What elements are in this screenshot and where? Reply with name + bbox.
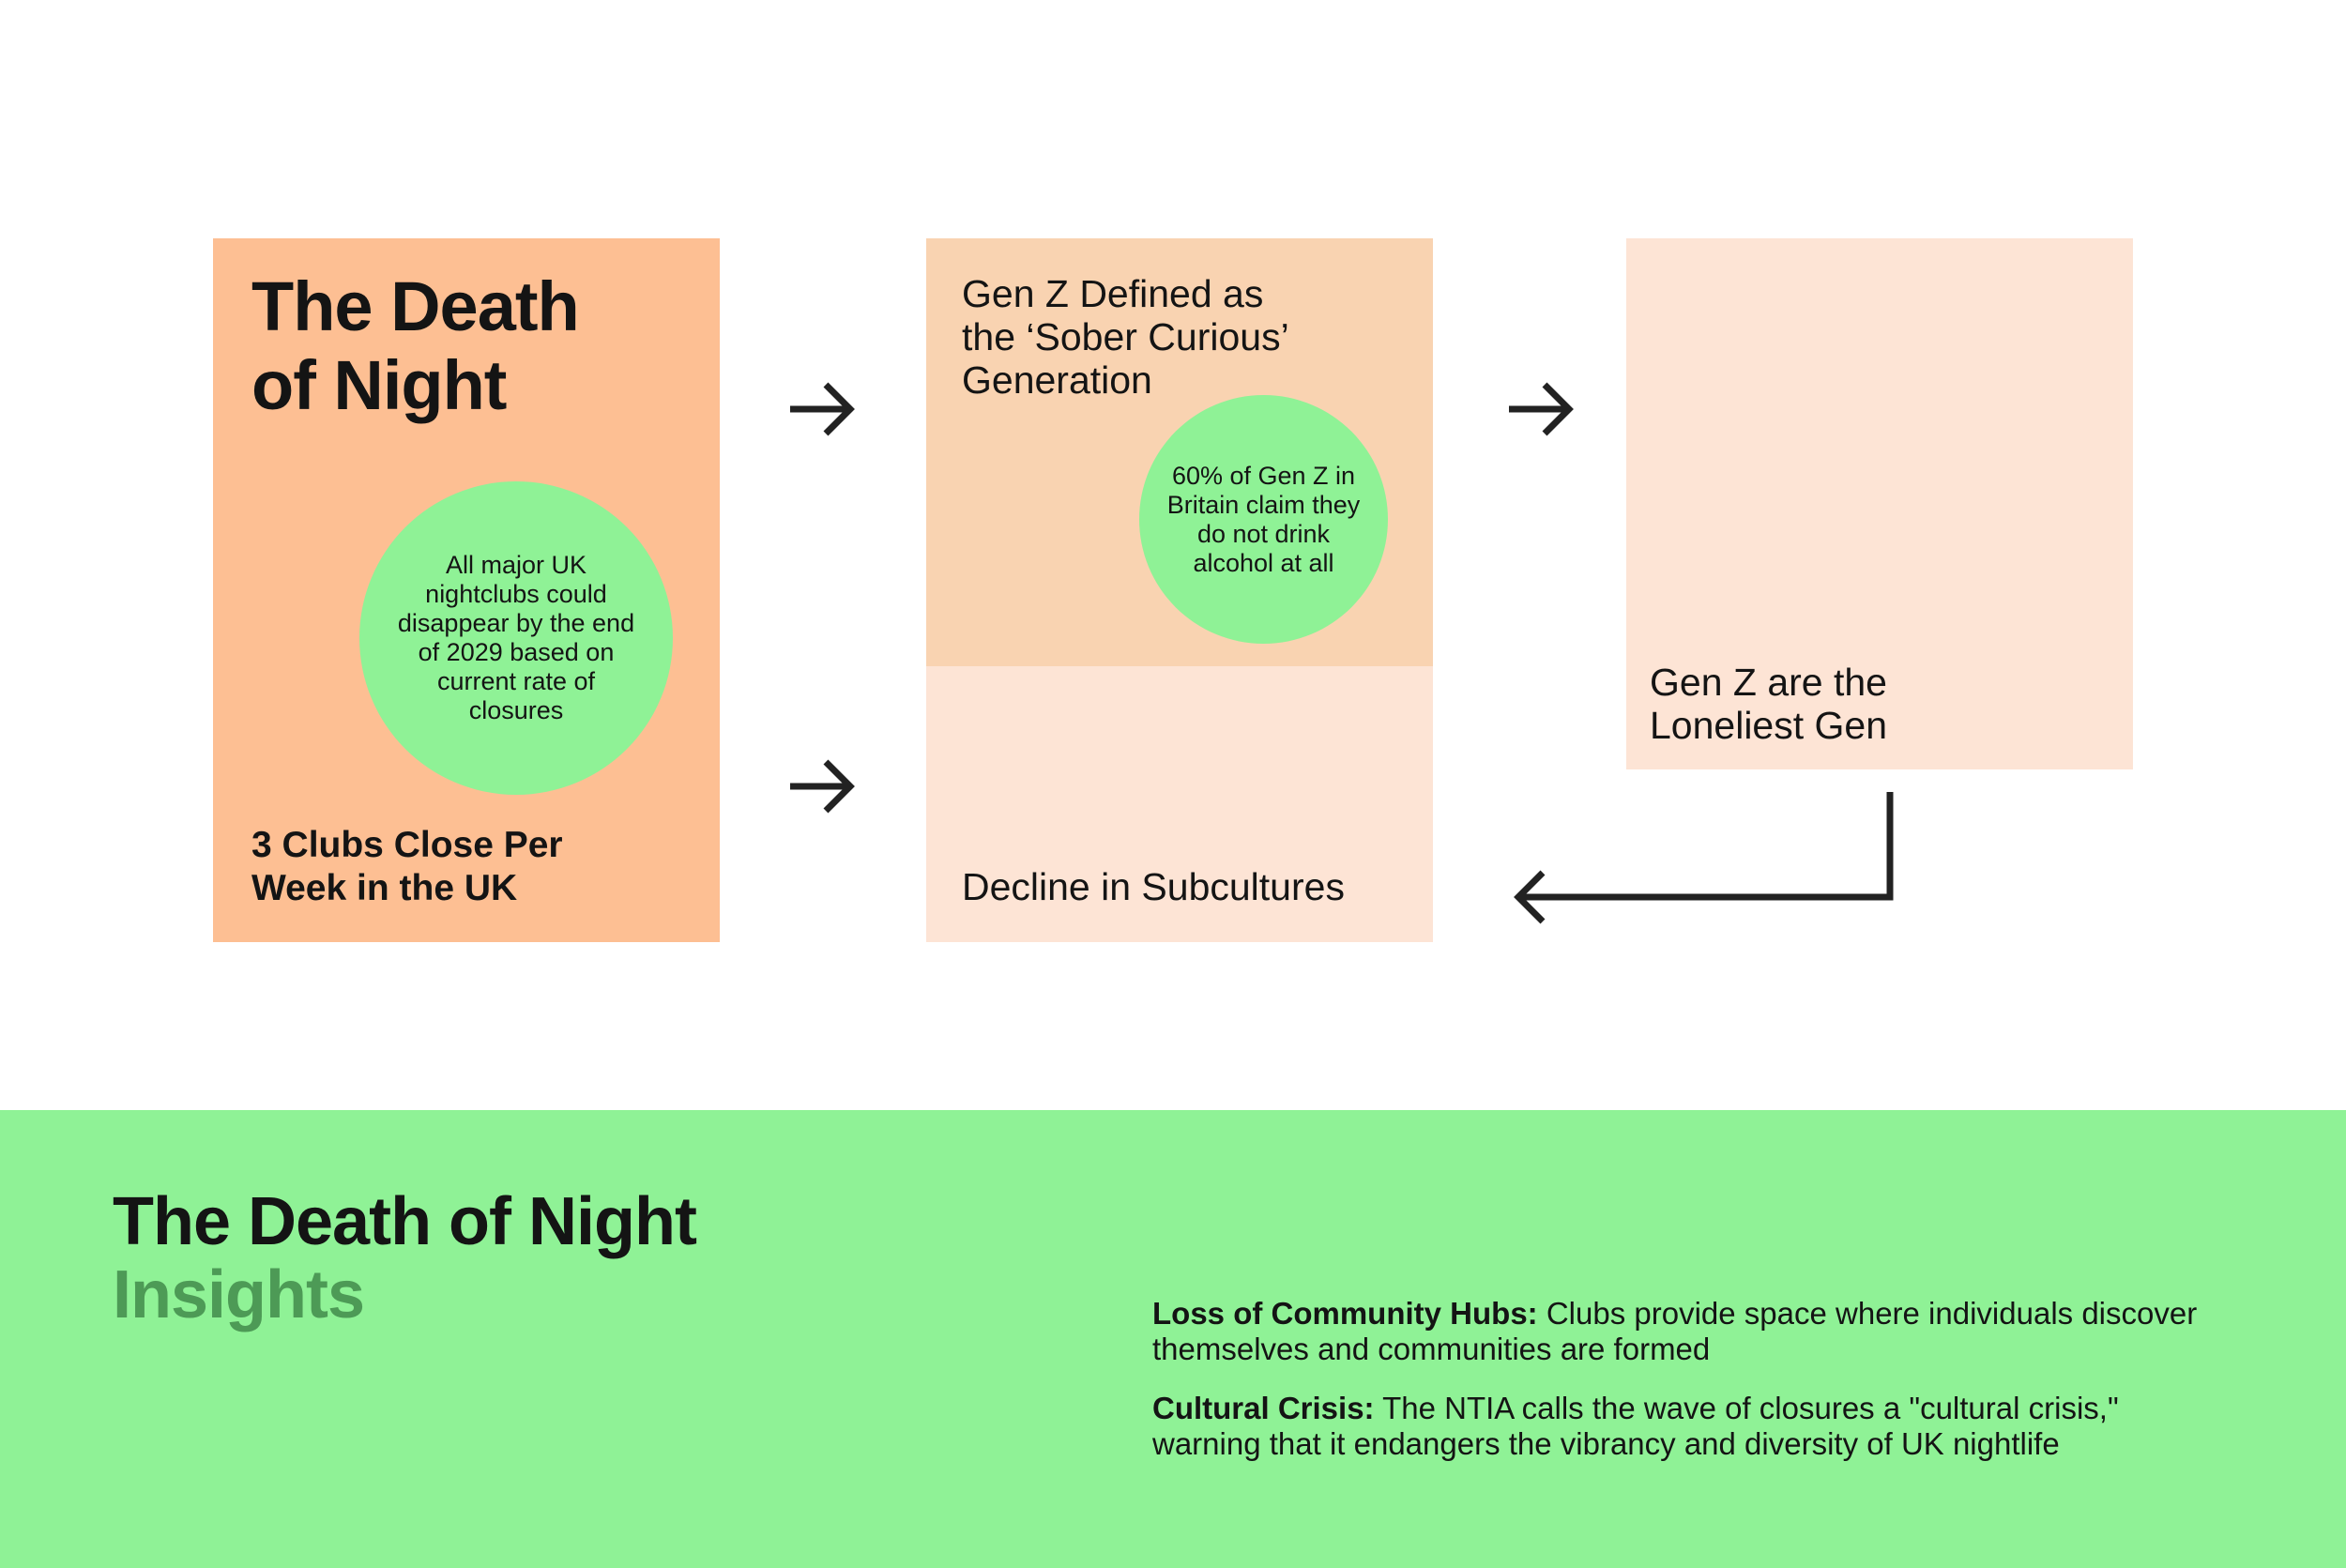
- arrow-right-icon: [1503, 378, 1578, 440]
- insight-label: Loss of Community Hubs:: [1152, 1296, 1538, 1331]
- insight-text: The NTIA calls the wave of closures a "cultural crisis," warning that it endangers the vibrancy and diversity of UK nightlife: [1152, 1391, 2119, 1461]
- insight-label: Cultural Crisis:: [1152, 1391, 1375, 1425]
- insight-text: Clubs provide space where individuals discover themselves and communities are formed: [1152, 1296, 2198, 1366]
- main-box-subtitle-line1: 3 Clubs Close Per: [251, 825, 563, 865]
- insights-subtitle: Insights: [113, 1257, 365, 1332]
- closures-stat-text: All major UK nightclubs could disappear by the end of 2029 based on current rate of closures: [397, 551, 635, 724]
- main-box-subtitle: [251, 824, 664, 910]
- sober-curious-line2: the ‘Sober Curious’: [962, 315, 1289, 358]
- closures-stat-circle: [359, 481, 673, 795]
- insights-title: The Death of Night: [113, 1184, 696, 1259]
- insight-community-hubs: [1152, 1296, 2232, 1367]
- loneliest-gen-line2: Loneliest Gen: [1650, 704, 1888, 747]
- subcultures-label: Decline in Subcultures: [962, 865, 1345, 908]
- arrow-right-icon: [785, 755, 860, 817]
- sober-curious-line3: Generation: [962, 358, 1152, 402]
- main-box-title-line1: The Death: [251, 267, 579, 345]
- arrow-right-icon: [785, 378, 860, 440]
- loneliest-gen-line1: Gen Z are the: [1650, 661, 1887, 704]
- main-box-title-line2: of Night: [251, 346, 507, 424]
- sober-curious-line1: Gen Z Defined as: [962, 272, 1264, 315]
- insight-cultural-crisis: [1152, 1391, 2232, 1462]
- main-box-subtitle-line2: Week in the UK: [251, 868, 518, 908]
- alcohol-stat-text: 60% of Gen Z in Britain claim they do not drink alcohol at all: [1166, 461, 1361, 577]
- elbow-arrow-left-icon: [1501, 788, 1905, 938]
- main-box-title: [251, 267, 683, 425]
- alcohol-stat-circle: [1139, 395, 1388, 644]
- loneliest-gen-label: [1650, 661, 2081, 747]
- sober-curious-heading: [962, 272, 1394, 402]
